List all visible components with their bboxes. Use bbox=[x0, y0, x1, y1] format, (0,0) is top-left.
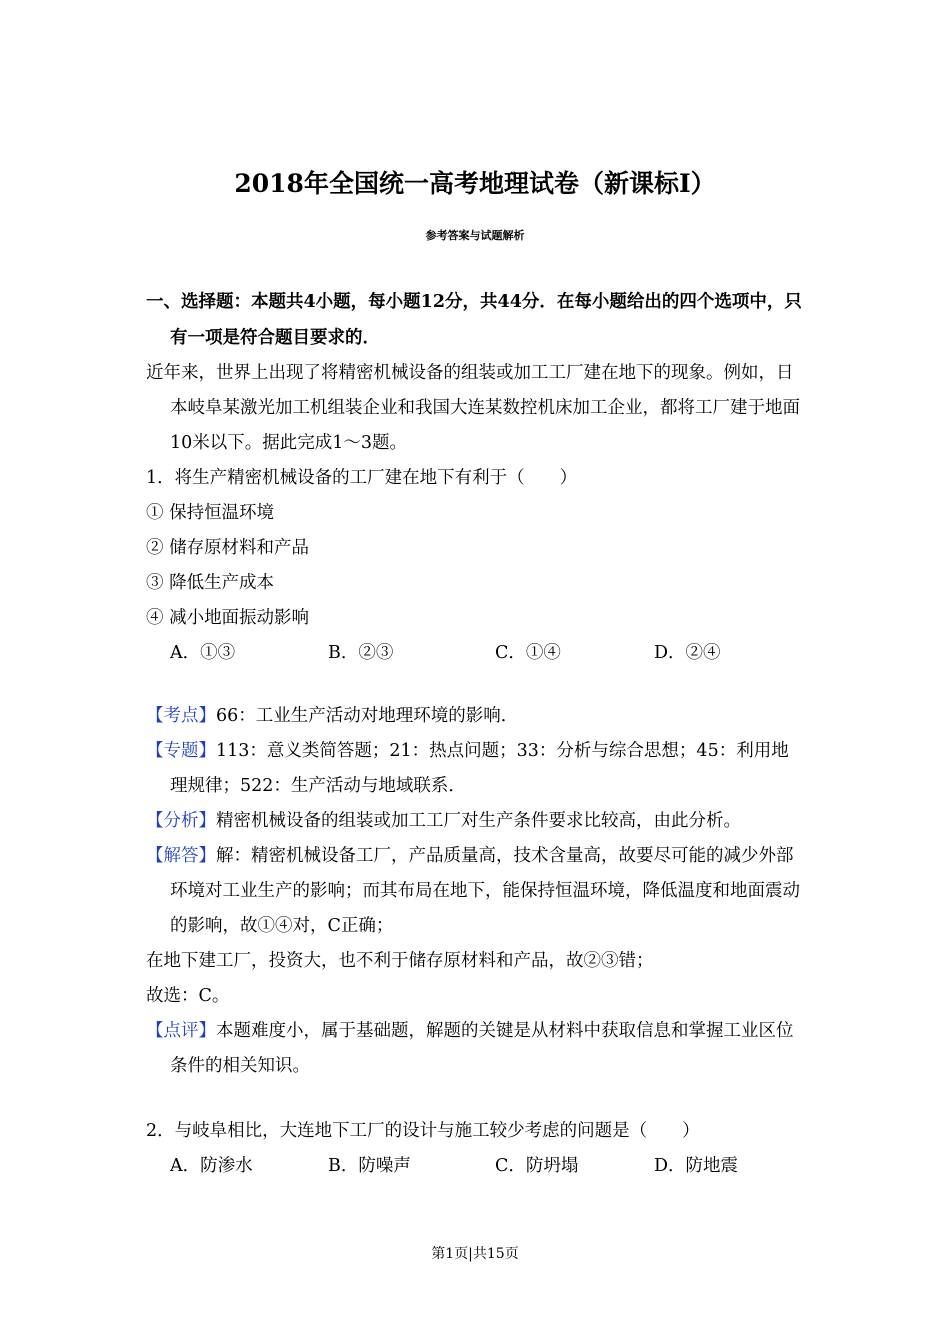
section-heading: 一、选择题：本题共4小题，每小题12分，共44分．在每小题给出的四个选项中，只有一项是符合题目要求的． bbox=[146, 292, 802, 348]
question-2-options bbox=[146, 1149, 806, 1184]
kaodian-tag: 【考点】 bbox=[146, 706, 216, 726]
question-1-item-1: ① 保持恒温环境 bbox=[146, 503, 275, 523]
jieda-extra-2: 故选：C。 bbox=[146, 986, 230, 1006]
question-2-option-a: A．防渗水 bbox=[170, 1156, 253, 1176]
jieda-text: 解：精密机械设备工厂，产品质量高，技术含量高，故要尽可能的减少外部环境对工业生产的影响；而其布局在地下，能保持恒温环境，降低温度和地面震动的影响，故①④对，C正确； bbox=[170, 846, 800, 936]
question-2-option-c: C．防坍塌 bbox=[495, 1156, 579, 1176]
document-subtitle: 参考答案与试题解析 bbox=[425, 229, 525, 242]
zhuanti-tag: 【专题】 bbox=[146, 741, 216, 761]
kaodian-text: 66：工业生产活动对地理环境的影响． bbox=[216, 706, 519, 726]
spacer bbox=[146, 671, 806, 699]
question-1-stem: 1．将生产精密机械设备的工厂建在地下有利于（ ） bbox=[146, 468, 578, 488]
zhuanti-text: 113：意义类简答题；21：热点问题；33：分析与综合思想；45：利用地理规律；522：生产活动与地域联系． bbox=[170, 741, 789, 796]
page-footer: 第1页|共15页 bbox=[431, 1246, 519, 1262]
question-1-options bbox=[146, 636, 806, 671]
material-text: 近年来，世界上出现了将精密机械设备的组装或加工工厂建在地下的现象。例如，日本岐阜某激光加工机组装企业和我国大连某数控机床加工企业，都将工厂建于地面10米以下。据此完成1～3题。 bbox=[146, 363, 800, 453]
jieda-extra-1: 在地下建工厂，投资大，也不利于储存原材料和产品，故②③错； bbox=[146, 951, 654, 971]
fenxi-tag: 【分析】 bbox=[146, 811, 216, 831]
dianping-text: 本题难度小，属于基础题，解题的关键是从材料中获取信息和掌握工业区位条件的相关知识。 bbox=[170, 1021, 794, 1076]
fenxi-block bbox=[146, 804, 806, 839]
dianping-tag: 【点评】 bbox=[146, 1021, 216, 1041]
fenxi-text: 精密机械设备的组装或加工工厂对生产条件要求比较高，由此分析。 bbox=[216, 811, 741, 831]
question-1-option-a: A．①③ bbox=[170, 643, 236, 663]
question-1-option-b: B．②③ bbox=[328, 643, 394, 663]
document-title: 2018年全国统一高考地理试卷（新课标Ⅰ） bbox=[234, 169, 716, 198]
document-body bbox=[146, 284, 806, 1184]
question-1-option-c: C．①④ bbox=[495, 643, 561, 663]
question-1-option-d: D．②④ bbox=[654, 643, 721, 663]
jieda-block bbox=[146, 839, 806, 944]
spacer bbox=[146, 1084, 806, 1114]
dianping-block bbox=[146, 1014, 806, 1084]
jieda-tag: 【解答】 bbox=[146, 846, 216, 866]
question-1-item-2: ② 储存原材料和产品 bbox=[146, 538, 310, 558]
zhuanti-block bbox=[146, 734, 806, 804]
question-2-option-d: D．防地震 bbox=[654, 1156, 739, 1176]
question-1-item-4: ④ 减小地面振动影响 bbox=[146, 608, 310, 628]
kaodian-block bbox=[146, 699, 806, 734]
question-1-item-3: ③ 降低生产成本 bbox=[146, 573, 275, 593]
question-2-stem: 2．与岐阜相比，大连地下工厂的设计与施工较少考虑的问题是（ ） bbox=[146, 1121, 700, 1141]
question-2-option-b: B．防噪声 bbox=[328, 1156, 411, 1176]
